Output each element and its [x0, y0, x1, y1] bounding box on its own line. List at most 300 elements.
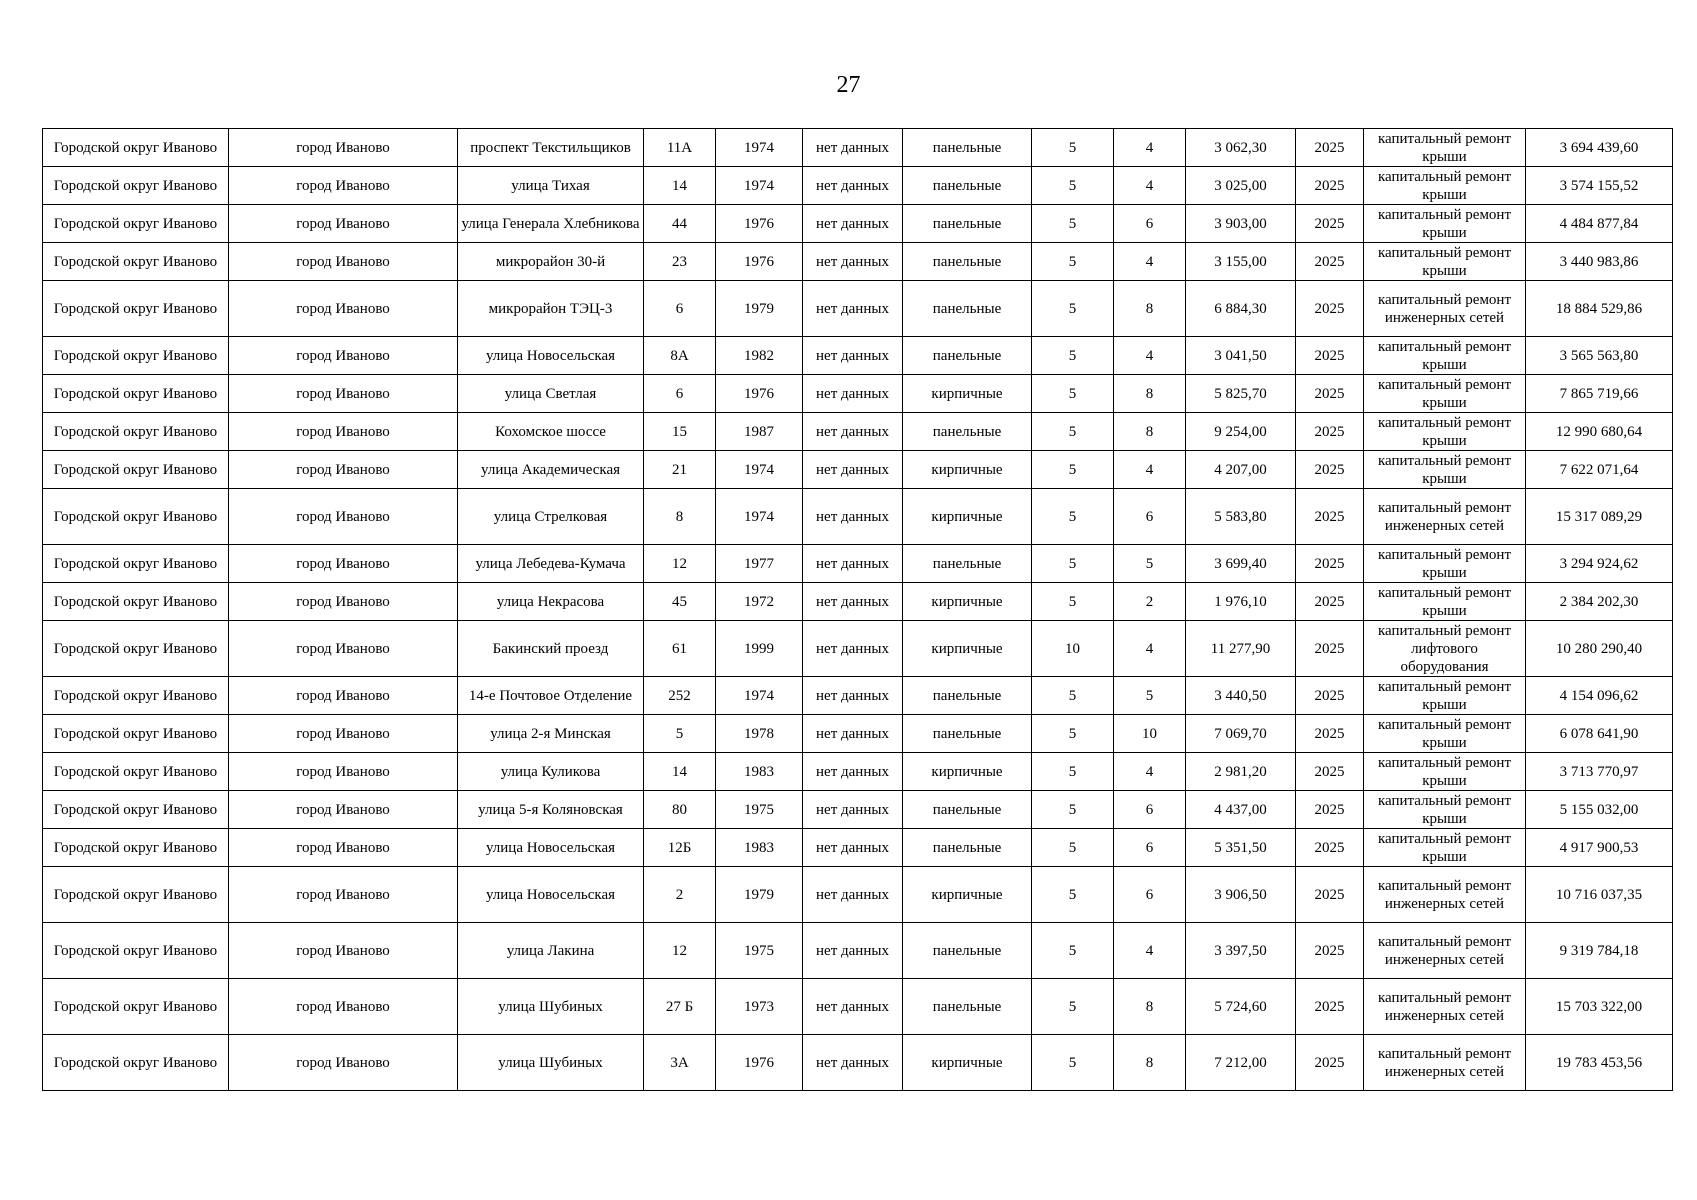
cell-area: 5 351,50	[1186, 829, 1296, 867]
cell-entrances: 4	[1114, 451, 1186, 489]
cell-commissioning: нет данных	[803, 281, 903, 337]
cell-entrances: 10	[1114, 715, 1186, 753]
cell-municipality: Городской округ Иваново	[43, 979, 229, 1035]
cell-cost: 9 319 784,18	[1526, 923, 1673, 979]
cell-work-type: капитальный ремонт инженерных сетей	[1364, 1035, 1526, 1091]
cell-street: улица Стрелковая	[458, 489, 644, 545]
cell-municipality: Городской округ Иваново	[43, 621, 229, 677]
cell-commissioning: нет данных	[803, 375, 903, 413]
cell-entrances: 4	[1114, 167, 1186, 205]
cell-house-number: 11А	[644, 129, 716, 167]
cell-planned-year: 2025	[1296, 375, 1364, 413]
cell-settlement: город Иваново	[229, 337, 458, 375]
cell-work-type: капитальный ремонт крыши	[1364, 545, 1526, 583]
cell-commissioning: нет данных	[803, 337, 903, 375]
cell-house-number: 14	[644, 167, 716, 205]
cell-cost: 6 078 641,90	[1526, 715, 1673, 753]
cell-municipality: Городской округ Иваново	[43, 167, 229, 205]
cell-wall-material: кирпичные	[903, 1035, 1032, 1091]
table-row	[43, 715, 1673, 753]
cell-house-number: 21	[644, 451, 716, 489]
cell-wall-material: панельные	[903, 205, 1032, 243]
cell-planned-year: 2025	[1296, 923, 1364, 979]
cell-floors: 5	[1032, 1035, 1114, 1091]
cell-entrances: 4	[1114, 337, 1186, 375]
cell-entrances: 4	[1114, 923, 1186, 979]
cell-commissioning: нет данных	[803, 545, 903, 583]
cell-commissioning: нет данных	[803, 621, 903, 677]
cell-floors: 5	[1032, 583, 1114, 621]
table-row	[43, 791, 1673, 829]
cell-year-built: 1983	[716, 829, 803, 867]
cell-area: 3 906,50	[1186, 867, 1296, 923]
cell-settlement: город Иваново	[229, 791, 458, 829]
table-row	[43, 677, 1673, 715]
cell-street: улица 2-я Минская	[458, 715, 644, 753]
table-row	[43, 583, 1673, 621]
cell-floors: 5	[1032, 281, 1114, 337]
cell-year-built: 1975	[716, 923, 803, 979]
cell-floors: 5	[1032, 337, 1114, 375]
cell-work-type: капитальный ремонт крыши	[1364, 205, 1526, 243]
cell-settlement: город Иваново	[229, 829, 458, 867]
cell-settlement: город Иваново	[229, 243, 458, 281]
cell-cost: 2 384 202,30	[1526, 583, 1673, 621]
cell-municipality: Городской округ Иваново	[43, 583, 229, 621]
cell-settlement: город Иваново	[229, 621, 458, 677]
cell-cost: 4 917 900,53	[1526, 829, 1673, 867]
cell-wall-material: панельные	[903, 677, 1032, 715]
cell-house-number: 23	[644, 243, 716, 281]
cell-cost: 3 565 563,80	[1526, 337, 1673, 375]
cell-wall-material: кирпичные	[903, 489, 1032, 545]
cell-area: 3 041,50	[1186, 337, 1296, 375]
cell-floors: 10	[1032, 621, 1114, 677]
cell-wall-material: панельные	[903, 243, 1032, 281]
cell-work-type: капитальный ремонт крыши	[1364, 677, 1526, 715]
cell-work-type: капитальный ремонт инженерных сетей	[1364, 489, 1526, 545]
cell-street: улица Куликова	[458, 753, 644, 791]
cell-area: 11 277,90	[1186, 621, 1296, 677]
cell-municipality: Городской округ Иваново	[43, 791, 229, 829]
cell-year-built: 1987	[716, 413, 803, 451]
cell-year-built: 1974	[716, 677, 803, 715]
cell-commissioning: нет данных	[803, 167, 903, 205]
cell-year-built: 1979	[716, 867, 803, 923]
cell-planned-year: 2025	[1296, 791, 1364, 829]
cell-planned-year: 2025	[1296, 129, 1364, 167]
cell-entrances: 6	[1114, 867, 1186, 923]
cell-house-number: 44	[644, 205, 716, 243]
cell-planned-year: 2025	[1296, 167, 1364, 205]
cell-planned-year: 2025	[1296, 979, 1364, 1035]
cell-year-built: 1976	[716, 375, 803, 413]
cell-house-number: 27 Б	[644, 979, 716, 1035]
cell-commissioning: нет данных	[803, 829, 903, 867]
table-row	[43, 451, 1673, 489]
cell-house-number: 61	[644, 621, 716, 677]
cell-municipality: Городской округ Иваново	[43, 337, 229, 375]
cell-area: 3 440,50	[1186, 677, 1296, 715]
cell-settlement: город Иваново	[229, 715, 458, 753]
cell-floors: 5	[1032, 205, 1114, 243]
cell-wall-material: кирпичные	[903, 451, 1032, 489]
cell-planned-year: 2025	[1296, 583, 1364, 621]
table-row	[43, 243, 1673, 281]
cell-work-type: капитальный ремонт крыши	[1364, 583, 1526, 621]
cell-floors: 5	[1032, 867, 1114, 923]
cell-street: улица Новосельская	[458, 867, 644, 923]
cell-house-number: 6	[644, 281, 716, 337]
cell-house-number: 5	[644, 715, 716, 753]
cell-area: 7 069,70	[1186, 715, 1296, 753]
cell-municipality: Городской округ Иваново	[43, 205, 229, 243]
page-number: 27	[836, 72, 861, 98]
cell-street: улица Генерала Хлебникова	[458, 205, 644, 243]
cell-cost: 15 703 322,00	[1526, 979, 1673, 1035]
cell-municipality: Городской округ Иваново	[43, 867, 229, 923]
cell-cost: 3 440 983,86	[1526, 243, 1673, 281]
cell-house-number: 12	[644, 923, 716, 979]
cell-entrances: 5	[1114, 545, 1186, 583]
table-body	[43, 129, 1673, 1091]
cell-work-type: капитальный ремонт инженерных сетей	[1364, 979, 1526, 1035]
cell-floors: 5	[1032, 979, 1114, 1035]
cell-year-built: 1976	[716, 243, 803, 281]
cell-municipality: Городской округ Иваново	[43, 545, 229, 583]
cell-year-built: 1974	[716, 451, 803, 489]
cell-work-type: капитальный ремонт крыши	[1364, 375, 1526, 413]
cell-municipality: Городской округ Иваново	[43, 413, 229, 451]
cell-year-built: 1973	[716, 979, 803, 1035]
cell-settlement: город Иваново	[229, 867, 458, 923]
cell-cost: 15 317 089,29	[1526, 489, 1673, 545]
cell-entrances: 8	[1114, 1035, 1186, 1091]
table-row	[43, 545, 1673, 583]
cell-planned-year: 2025	[1296, 715, 1364, 753]
cell-commissioning: нет данных	[803, 489, 903, 545]
cell-house-number: 3А	[644, 1035, 716, 1091]
cell-municipality: Городской округ Иваново	[43, 923, 229, 979]
cell-area: 2 981,20	[1186, 753, 1296, 791]
cell-wall-material: кирпичные	[903, 753, 1032, 791]
cell-house-number: 6	[644, 375, 716, 413]
cell-house-number: 12	[644, 545, 716, 583]
cell-work-type: капитальный ремонт крыши	[1364, 451, 1526, 489]
cell-wall-material: панельные	[903, 129, 1032, 167]
cell-street: улица Новосельская	[458, 829, 644, 867]
cell-work-type: капитальный ремонт крыши	[1364, 753, 1526, 791]
cell-area: 3 155,00	[1186, 243, 1296, 281]
table-row	[43, 413, 1673, 451]
cell-area: 3 903,00	[1186, 205, 1296, 243]
cell-work-type: капитальный ремонт крыши	[1364, 413, 1526, 451]
cell-planned-year: 2025	[1296, 753, 1364, 791]
cell-settlement: город Иваново	[229, 979, 458, 1035]
table-row	[43, 867, 1673, 923]
cell-floors: 5	[1032, 243, 1114, 281]
cell-entrances: 4	[1114, 129, 1186, 167]
table-row	[43, 375, 1673, 413]
cell-wall-material: кирпичные	[903, 375, 1032, 413]
cell-area: 5 825,70	[1186, 375, 1296, 413]
cell-entrances: 5	[1114, 677, 1186, 715]
cell-year-built: 1975	[716, 791, 803, 829]
cell-street: улица Светлая	[458, 375, 644, 413]
cell-planned-year: 2025	[1296, 281, 1364, 337]
cell-municipality: Городской округ Иваново	[43, 243, 229, 281]
cell-commissioning: нет данных	[803, 129, 903, 167]
cell-wall-material: панельные	[903, 167, 1032, 205]
cell-commissioning: нет данных	[803, 1035, 903, 1091]
cell-year-built: 1983	[716, 753, 803, 791]
cell-commissioning: нет данных	[803, 867, 903, 923]
cell-floors: 5	[1032, 375, 1114, 413]
cell-settlement: город Иваново	[229, 205, 458, 243]
cell-wall-material: панельные	[903, 829, 1032, 867]
cell-entrances: 4	[1114, 621, 1186, 677]
cell-wall-material: панельные	[903, 337, 1032, 375]
cell-cost: 12 990 680,64	[1526, 413, 1673, 451]
cell-floors: 5	[1032, 923, 1114, 979]
cell-cost: 10 280 290,40	[1526, 621, 1673, 677]
cell-settlement: город Иваново	[229, 489, 458, 545]
cell-house-number: 15	[644, 413, 716, 451]
cell-commissioning: нет данных	[803, 243, 903, 281]
cell-planned-year: 2025	[1296, 451, 1364, 489]
cell-work-type: капитальный ремонт крыши	[1364, 243, 1526, 281]
table-row	[43, 167, 1673, 205]
cell-wall-material: панельные	[903, 715, 1032, 753]
cell-area: 7 212,00	[1186, 1035, 1296, 1091]
cell-wall-material: панельные	[903, 413, 1032, 451]
cell-house-number: 8А	[644, 337, 716, 375]
cell-commissioning: нет данных	[803, 583, 903, 621]
cell-cost: 3 294 924,62	[1526, 545, 1673, 583]
cell-municipality: Городской округ Иваново	[43, 753, 229, 791]
cell-floors: 5	[1032, 753, 1114, 791]
cell-settlement: город Иваново	[229, 923, 458, 979]
table-row	[43, 979, 1673, 1035]
cell-planned-year: 2025	[1296, 243, 1364, 281]
cell-street: улица Лебедева-Кумача	[458, 545, 644, 583]
cell-commissioning: нет данных	[803, 715, 903, 753]
cell-work-type: капитальный ремонт инженерных сетей	[1364, 867, 1526, 923]
cell-work-type: капитальный ремонт крыши	[1364, 129, 1526, 167]
cell-house-number: 14	[644, 753, 716, 791]
table-row	[43, 337, 1673, 375]
cell-entrances: 2	[1114, 583, 1186, 621]
cell-planned-year: 2025	[1296, 545, 1364, 583]
cell-settlement: город Иваново	[229, 451, 458, 489]
cell-planned-year: 2025	[1296, 829, 1364, 867]
cell-wall-material: кирпичные	[903, 621, 1032, 677]
cell-floors: 5	[1032, 715, 1114, 753]
cell-house-number: 8	[644, 489, 716, 545]
cell-planned-year: 2025	[1296, 413, 1364, 451]
cell-settlement: город Иваново	[229, 1035, 458, 1091]
cell-area: 4 207,00	[1186, 451, 1296, 489]
cell-area: 3 062,30	[1186, 129, 1296, 167]
cell-street: улица Шубиных	[458, 1035, 644, 1091]
cell-commissioning: нет данных	[803, 791, 903, 829]
cell-settlement: город Иваново	[229, 545, 458, 583]
cell-house-number: 12Б	[644, 829, 716, 867]
cell-entrances: 8	[1114, 413, 1186, 451]
cell-area: 3 397,50	[1186, 923, 1296, 979]
table-row	[43, 129, 1673, 167]
cell-floors: 5	[1032, 829, 1114, 867]
table-row	[43, 489, 1673, 545]
cell-year-built: 1977	[716, 545, 803, 583]
cell-settlement: город Иваново	[229, 375, 458, 413]
cell-year-built: 1976	[716, 205, 803, 243]
cell-municipality: Городской округ Иваново	[43, 829, 229, 867]
cell-house-number: 80	[644, 791, 716, 829]
cell-settlement: город Иваново	[229, 413, 458, 451]
cell-cost: 3 713 770,97	[1526, 753, 1673, 791]
cell-planned-year: 2025	[1296, 489, 1364, 545]
cell-floors: 5	[1032, 677, 1114, 715]
cell-planned-year: 2025	[1296, 867, 1364, 923]
cell-area: 6 884,30	[1186, 281, 1296, 337]
cell-cost: 3 574 155,52	[1526, 167, 1673, 205]
cell-year-built: 1974	[716, 489, 803, 545]
table-row	[43, 1035, 1673, 1091]
cell-municipality: Городской округ Иваново	[43, 677, 229, 715]
table-row	[43, 829, 1673, 867]
cell-work-type: капитальный ремонт крыши	[1364, 829, 1526, 867]
cell-year-built: 1978	[716, 715, 803, 753]
cell-street: улица Шубиных	[458, 979, 644, 1035]
cell-area: 5 724,60	[1186, 979, 1296, 1035]
cell-settlement: город Иваново	[229, 677, 458, 715]
cell-work-type: капитальный ремонт инженерных сетей	[1364, 281, 1526, 337]
cell-street: Бакинский проезд	[458, 621, 644, 677]
cell-municipality: Городской округ Иваново	[43, 451, 229, 489]
cell-wall-material: панельные	[903, 923, 1032, 979]
cell-commissioning: нет данных	[803, 677, 903, 715]
cell-planned-year: 2025	[1296, 337, 1364, 375]
cell-cost: 10 716 037,35	[1526, 867, 1673, 923]
cell-house-number: 45	[644, 583, 716, 621]
cell-cost: 7 865 719,66	[1526, 375, 1673, 413]
cell-wall-material: кирпичные	[903, 867, 1032, 923]
cell-cost: 5 155 032,00	[1526, 791, 1673, 829]
cell-entrances: 8	[1114, 375, 1186, 413]
cell-wall-material: панельные	[903, 791, 1032, 829]
cell-year-built: 1974	[716, 167, 803, 205]
cell-municipality: Городской округ Иваново	[43, 375, 229, 413]
cell-municipality: Городской округ Иваново	[43, 129, 229, 167]
cell-house-number: 252	[644, 677, 716, 715]
cell-wall-material: панельные	[903, 545, 1032, 583]
cell-area: 4 437,00	[1186, 791, 1296, 829]
cell-wall-material: панельные	[903, 281, 1032, 337]
cell-entrances: 4	[1114, 753, 1186, 791]
cell-municipality: Городской округ Иваново	[43, 1035, 229, 1091]
cell-street: улица Новосельская	[458, 337, 644, 375]
cell-settlement: город Иваново	[229, 753, 458, 791]
cell-year-built: 1999	[716, 621, 803, 677]
cell-street: улица Академическая	[458, 451, 644, 489]
cell-work-type: капитальный ремонт лифтового оборудования	[1364, 621, 1526, 677]
table-row	[43, 753, 1673, 791]
cell-entrances: 8	[1114, 281, 1186, 337]
cell-year-built: 1979	[716, 281, 803, 337]
cell-commissioning: нет данных	[803, 753, 903, 791]
cell-floors: 5	[1032, 167, 1114, 205]
cell-cost: 4 484 877,84	[1526, 205, 1673, 243]
cell-planned-year: 2025	[1296, 205, 1364, 243]
cell-area: 3 699,40	[1186, 545, 1296, 583]
cell-settlement: город Иваново	[229, 281, 458, 337]
cell-commissioning: нет данных	[803, 205, 903, 243]
cell-floors: 5	[1032, 791, 1114, 829]
cell-entrances: 6	[1114, 205, 1186, 243]
cell-floors: 5	[1032, 545, 1114, 583]
table-row	[43, 621, 1673, 677]
cell-commissioning: нет данных	[803, 979, 903, 1035]
cell-entrances: 4	[1114, 243, 1186, 281]
cell-cost: 4 154 096,62	[1526, 677, 1673, 715]
cell-settlement: город Иваново	[229, 167, 458, 205]
cell-work-type: капитальный ремонт крыши	[1364, 791, 1526, 829]
cell-planned-year: 2025	[1296, 1035, 1364, 1091]
cell-floors: 5	[1032, 451, 1114, 489]
cell-street: улица 5-я Коляновская	[458, 791, 644, 829]
cell-street: 14-е Почтовое Отделение	[458, 677, 644, 715]
cell-planned-year: 2025	[1296, 621, 1364, 677]
cell-settlement: город Иваново	[229, 583, 458, 621]
cell-house-number: 2	[644, 867, 716, 923]
cell-wall-material: кирпичные	[903, 583, 1032, 621]
cell-municipality: Городской округ Иваново	[43, 489, 229, 545]
cell-street: микрорайон 30-й	[458, 243, 644, 281]
cell-year-built: 1982	[716, 337, 803, 375]
cell-work-type: капитальный ремонт инженерных сетей	[1364, 923, 1526, 979]
cell-entrances: 8	[1114, 979, 1186, 1035]
cell-street: проспект Текстильщиков	[458, 129, 644, 167]
cell-planned-year: 2025	[1296, 677, 1364, 715]
cell-wall-material: панельные	[903, 979, 1032, 1035]
cell-floors: 5	[1032, 413, 1114, 451]
cell-municipality: Городской округ Иваново	[43, 281, 229, 337]
cell-street: улица Некрасова	[458, 583, 644, 621]
cell-commissioning: нет данных	[803, 451, 903, 489]
cell-work-type: капитальный ремонт крыши	[1364, 337, 1526, 375]
cell-commissioning: нет данных	[803, 923, 903, 979]
cell-entrances: 6	[1114, 489, 1186, 545]
cell-cost: 7 622 071,64	[1526, 451, 1673, 489]
cell-area: 9 254,00	[1186, 413, 1296, 451]
cell-settlement: город Иваново	[229, 129, 458, 167]
cell-street: улица Тихая	[458, 167, 644, 205]
cell-floors: 5	[1032, 489, 1114, 545]
cell-area: 3 025,00	[1186, 167, 1296, 205]
cell-work-type: капитальный ремонт крыши	[1364, 715, 1526, 753]
cell-year-built: 1976	[716, 1035, 803, 1091]
cell-cost: 3 694 439,60	[1526, 129, 1673, 167]
cell-entrances: 6	[1114, 791, 1186, 829]
cell-entrances: 6	[1114, 829, 1186, 867]
cell-commissioning: нет данных	[803, 413, 903, 451]
cell-street: улица Лакина	[458, 923, 644, 979]
table-row	[43, 205, 1673, 243]
cell-street: Кохомское шоссе	[458, 413, 644, 451]
cell-cost: 18 884 529,86	[1526, 281, 1673, 337]
cell-year-built: 1974	[716, 129, 803, 167]
